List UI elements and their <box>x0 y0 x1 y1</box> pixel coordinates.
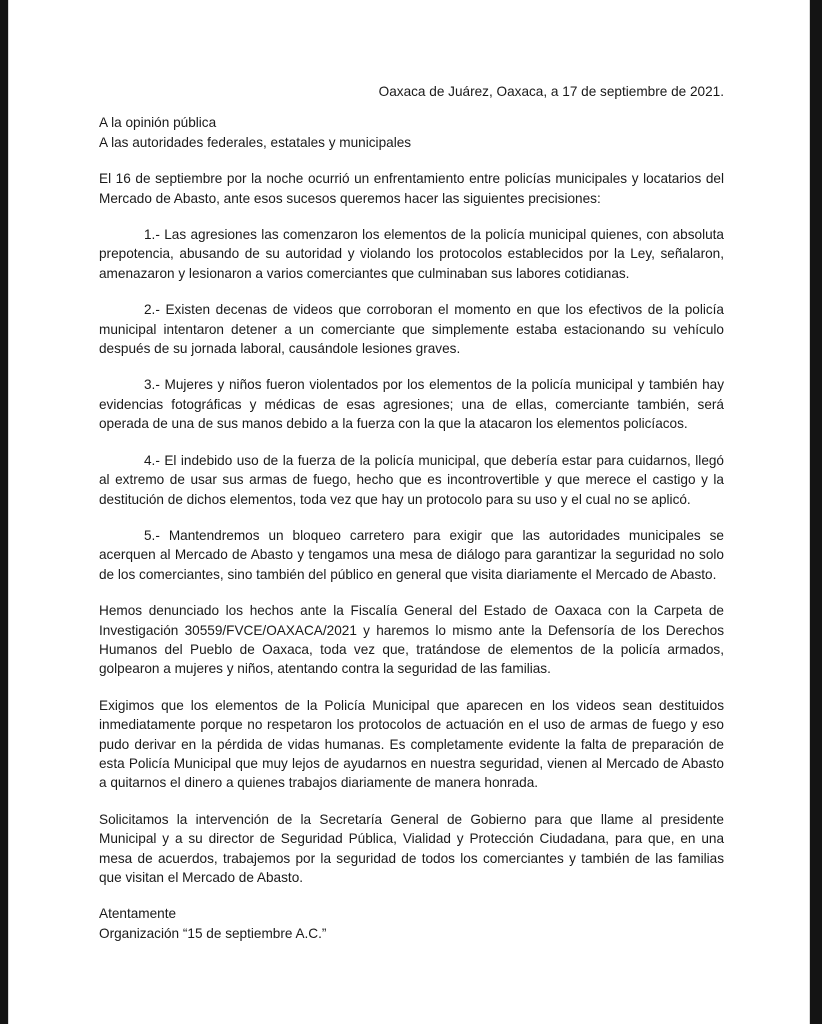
addressee-line-1: A la opinión pública <box>99 115 217 131</box>
signature-salutation: Atentamente <box>99 906 177 922</box>
numbered-point-2: 2.- Existen decenas de videos que corroboran el momento en que los efectivos de la policía municipal intentaron detener a un comerciante que simplemente estaba estacionando su vehículo después de su jornada laboral, causándole lesiones graves. <box>99 302 724 357</box>
intro-paragraph: El 16 de septiembre por la noche ocurrió un enfrentamiento entre policías municipales y locatarios del Mercado de Abasto, ante esos sucesos queremos hacer las siguientes precisiones: <box>99 171 724 206</box>
scan-edge-right <box>810 0 822 1024</box>
dateline: Oaxaca de Juárez, Oaxaca, a 17 de septiembre de 2021. <box>378 84 724 99</box>
document-page <box>8 0 810 1024</box>
demand-paragraph: Exigimos que los elementos de la Policía Municipal que aparecen en los videos sean destituidos inmediatamente porque no respetaron los protocolos de actuación en el uso de armas de fuego y eso pudo derivar en la pérdida de vidas humanas. Es completamente evidente la falta de preparación de esta Policía Municipal que muy lejos de ayudarnos en nuestra seguridad, vienen al Mercado de Abasto a quitarnos el dinero a quienes trabajos diariamente de manera honrada. <box>99 697 724 791</box>
request-paragraph: Solicitamos la intervención de la Secretaría General de Gobierno para que llame al presidente Municipal y a su director de Seguridad Pública, Vialidad y Protección Ciudadana, para que, en una mesa de acuerdos, trabajemos por la seguridad de todos los comerciantes y también de las familias que visitan el Mercado de Abasto. <box>99 811 724 885</box>
addressee-block <box>99 113 724 152</box>
numbered-point-3: 3.- Mujeres y niños fueron violentados por los elementos de la policía municipal y también hay evidencias fotográficas y médicas de esas agresiones; una de ellas, comerciante también, será operada de una de sus manos debido a la fuerza con la que la atacaron los elementos policíacos. <box>99 377 724 432</box>
document-text-block <box>99 82 724 943</box>
numbered-point-4: 4.- El indebido uso de la fuerza de la policía municipal, que debería estar para cuidarnos, llegó al extremo de usar sus armas de fuego, hecho que es incontrovertible y que merece el castigo y la destitución de dichos elementos, toda vez que hay un protocolo para su uso y el cual no se aplicó. <box>99 452 724 507</box>
complaint-filing-paragraph: Hemos denunciado los hechos ante la Fiscalía General del Estado de Oaxaca con la Carpeta de Investigación 30559/FVCE/OAXACA/2021 y haremos lo mismo ante la Defensoría de los Derechos Humanos del Pueblo de Oaxaca, toda vez que, tratándose de elementos de la policía armados, golpearon a mujeres y niños, atentando contra la seguridad de las familias. <box>99 603 724 677</box>
addressee-line-2: A las autoridades federales, estatales y municipales <box>99 134 412 150</box>
scan-edge-left <box>0 0 8 1024</box>
signature-block <box>99 904 724 943</box>
signature-organization: Organización “15 de septiembre A.C.” <box>99 925 327 941</box>
numbered-point-5: 5.- Mantendremos un bloqueo carretero para exigir que las autoridades municipales se acerquen al Mercado de Abasto y tengamos una mesa de diálogo para garantizar la seguridad no solo de los comerciantes, sino también del público en general que visita diariamente el Mercado de Abasto. <box>99 527 724 582</box>
numbered-point-1: 1.- Las agresiones las comenzaron los elementos de la policía municipal quienes, con absoluta prepotencia, abusando de su autoridad y violando los protocolos establecidos por la Ley, señalaron, amenazaron y lesionaron a varios comerciantes que culminaban sus labores cotidianas. <box>99 227 724 281</box>
